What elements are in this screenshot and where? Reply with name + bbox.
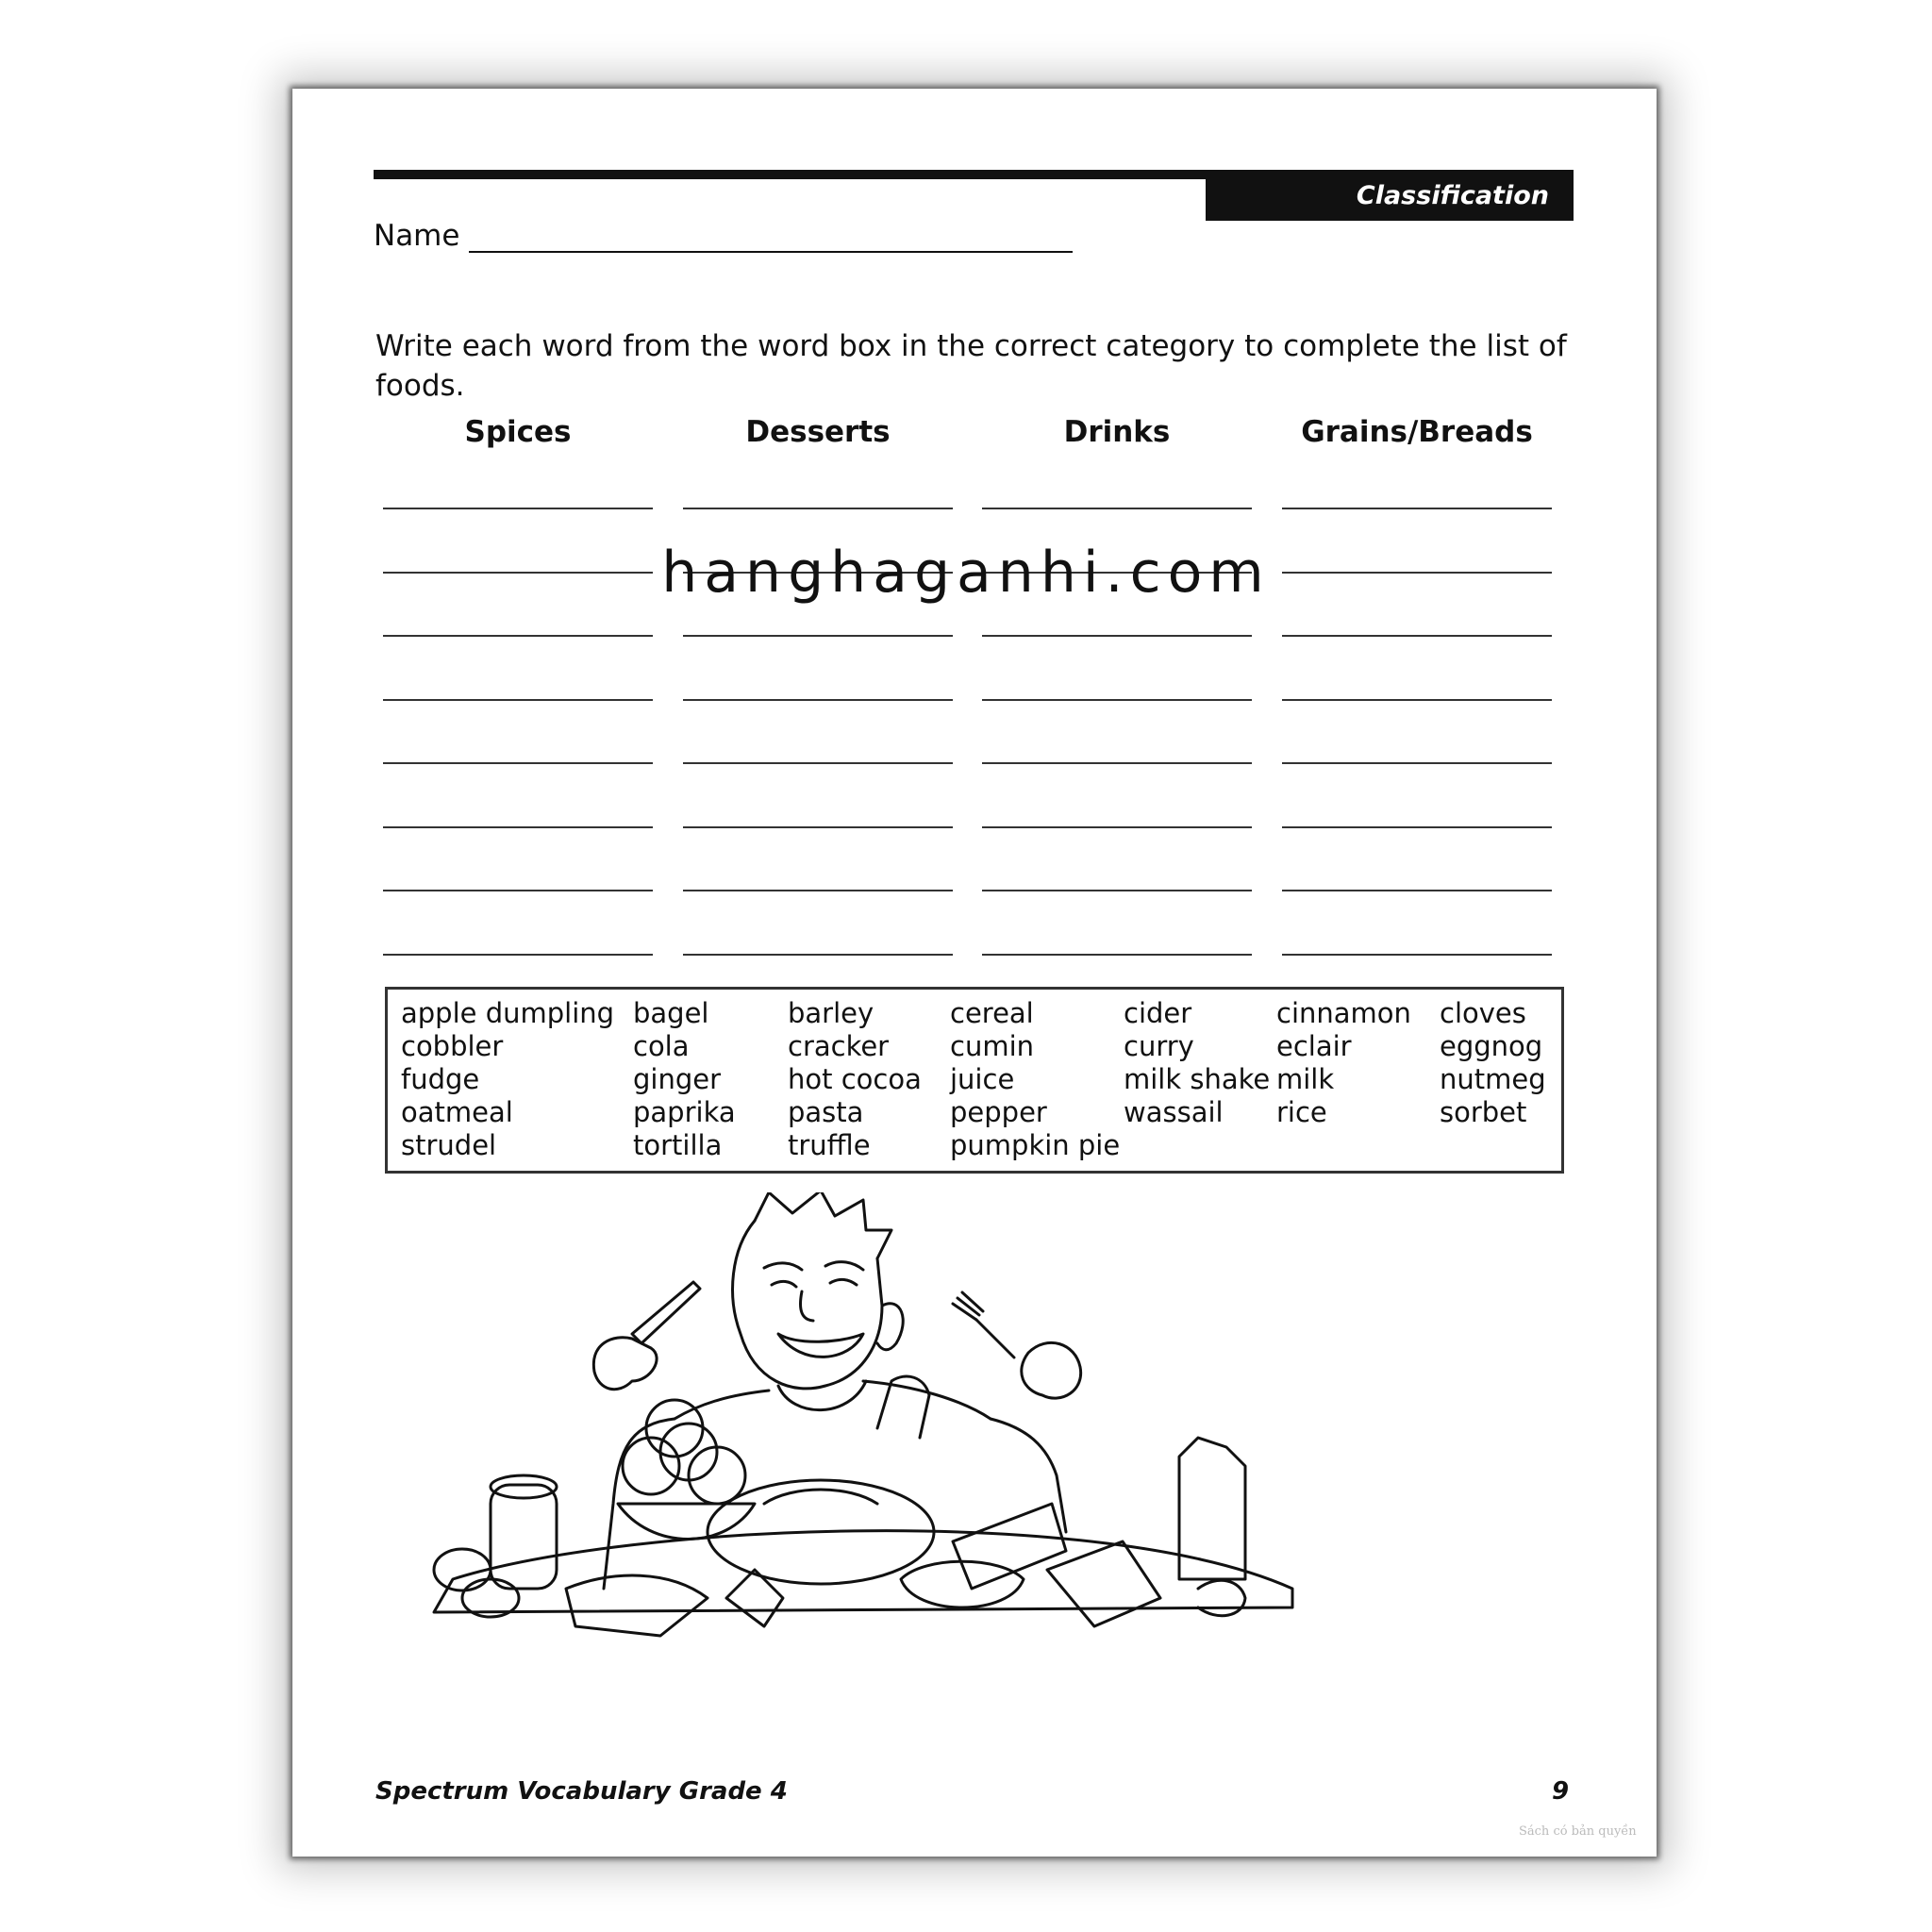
answer-line[interactable] <box>1282 762 1552 764</box>
name-row <box>374 217 1073 253</box>
answer-line[interactable] <box>683 954 953 956</box>
word-column <box>1276 997 1411 1129</box>
answer-line[interactable] <box>982 826 1252 828</box>
word: juice <box>950 1063 1015 1095</box>
feast-illustration <box>349 1192 1632 1758</box>
word: pumpkin pie <box>950 1129 1121 1161</box>
answer-line[interactable] <box>1282 954 1552 956</box>
book-title: Spectrum Vocabulary Grade 4 <box>375 1777 788 1806</box>
word: cracker <box>788 1030 890 1062</box>
word: truffle <box>788 1129 871 1161</box>
answer-line[interactable] <box>383 954 653 956</box>
answer-line[interactable] <box>982 635 1252 637</box>
word: cinnamon <box>1276 997 1411 1029</box>
word: pepper <box>950 1096 1047 1128</box>
answer-line[interactable] <box>1282 699 1552 701</box>
word: oatmeal <box>401 1096 513 1128</box>
answer-line[interactable] <box>1282 890 1552 891</box>
word: eggnog <box>1440 1030 1543 1062</box>
word: tortilla <box>633 1129 723 1161</box>
word: pasta <box>788 1096 864 1128</box>
answer-line[interactable] <box>982 890 1252 891</box>
answer-line[interactable] <box>683 699 953 701</box>
answer-line[interactable] <box>683 635 953 637</box>
word-column <box>950 997 1120 1162</box>
word: bagel <box>633 997 709 1029</box>
word: rice <box>1276 1096 1327 1128</box>
word-column <box>633 997 736 1162</box>
answer-line[interactable] <box>982 954 1252 956</box>
answer-line[interactable] <box>383 890 653 891</box>
category-heading-desserts: Desserts <box>745 415 891 449</box>
word: nutmeg <box>1440 1063 1546 1095</box>
page-number: 9 <box>1552 1777 1570 1806</box>
answer-line[interactable] <box>683 826 953 828</box>
food-pile <box>434 1376 1292 1636</box>
answer-line[interactable] <box>383 699 653 701</box>
answer-line[interactable] <box>383 762 653 764</box>
word: ginger <box>633 1063 722 1095</box>
answer-line[interactable] <box>683 762 953 764</box>
boy-figure <box>604 1192 1066 1589</box>
word: cola <box>633 1030 690 1062</box>
name-field[interactable] <box>469 217 1073 253</box>
word: milk <box>1276 1063 1335 1095</box>
word: paprika <box>633 1096 736 1128</box>
section-tag: Classification <box>1206 170 1574 221</box>
word: cumin <box>950 1030 1035 1062</box>
category-heading-drinks: Drinks <box>1063 415 1171 449</box>
word: eclair <box>1276 1030 1352 1062</box>
word: sorbet <box>1440 1096 1527 1128</box>
answer-line[interactable] <box>383 826 653 828</box>
copyright-note: Sách có bản quyền <box>1519 1824 1637 1839</box>
fork-and-hand <box>953 1292 1081 1398</box>
word: strudel <box>401 1129 497 1161</box>
word: curry <box>1124 1030 1194 1062</box>
instructions: Write each word from the word box in the correct category to complete the list of foods. <box>375 329 1567 403</box>
word: apple dumpling <box>401 997 615 1029</box>
category-heading-grains: Grains/Breads <box>1301 415 1533 449</box>
word: cider <box>1124 997 1192 1029</box>
word: cloves <box>1440 997 1526 1029</box>
answer-line[interactable] <box>982 699 1252 701</box>
watermark: hanghaganhi.com <box>661 540 1271 606</box>
knife-and-hand <box>593 1282 700 1390</box>
word: cobbler <box>401 1030 504 1062</box>
word: wassail <box>1124 1096 1224 1128</box>
word-column <box>1440 997 1546 1129</box>
word-column <box>401 997 614 1162</box>
category-heading-spices: Spices <box>464 415 572 449</box>
name-label: Name <box>374 219 460 253</box>
answer-line[interactable] <box>1282 508 1552 509</box>
word: cereal <box>950 997 1034 1029</box>
word: barley <box>788 997 874 1029</box>
answer-line[interactable] <box>683 890 953 891</box>
word-column <box>1124 997 1270 1129</box>
answer-line[interactable] <box>383 635 653 637</box>
answer-line[interactable] <box>383 508 653 509</box>
word: fudge <box>401 1063 480 1095</box>
word: hot cocoa <box>788 1063 922 1095</box>
answer-line[interactable] <box>982 508 1252 509</box>
word-column <box>788 997 922 1162</box>
worksheet-page <box>292 89 1657 1857</box>
answer-line[interactable] <box>683 508 953 509</box>
word-box <box>385 987 1564 1174</box>
answer-line[interactable] <box>1282 826 1552 828</box>
word: milk shake <box>1124 1063 1271 1095</box>
answer-line[interactable] <box>982 762 1252 764</box>
answer-line[interactable] <box>1282 635 1552 637</box>
